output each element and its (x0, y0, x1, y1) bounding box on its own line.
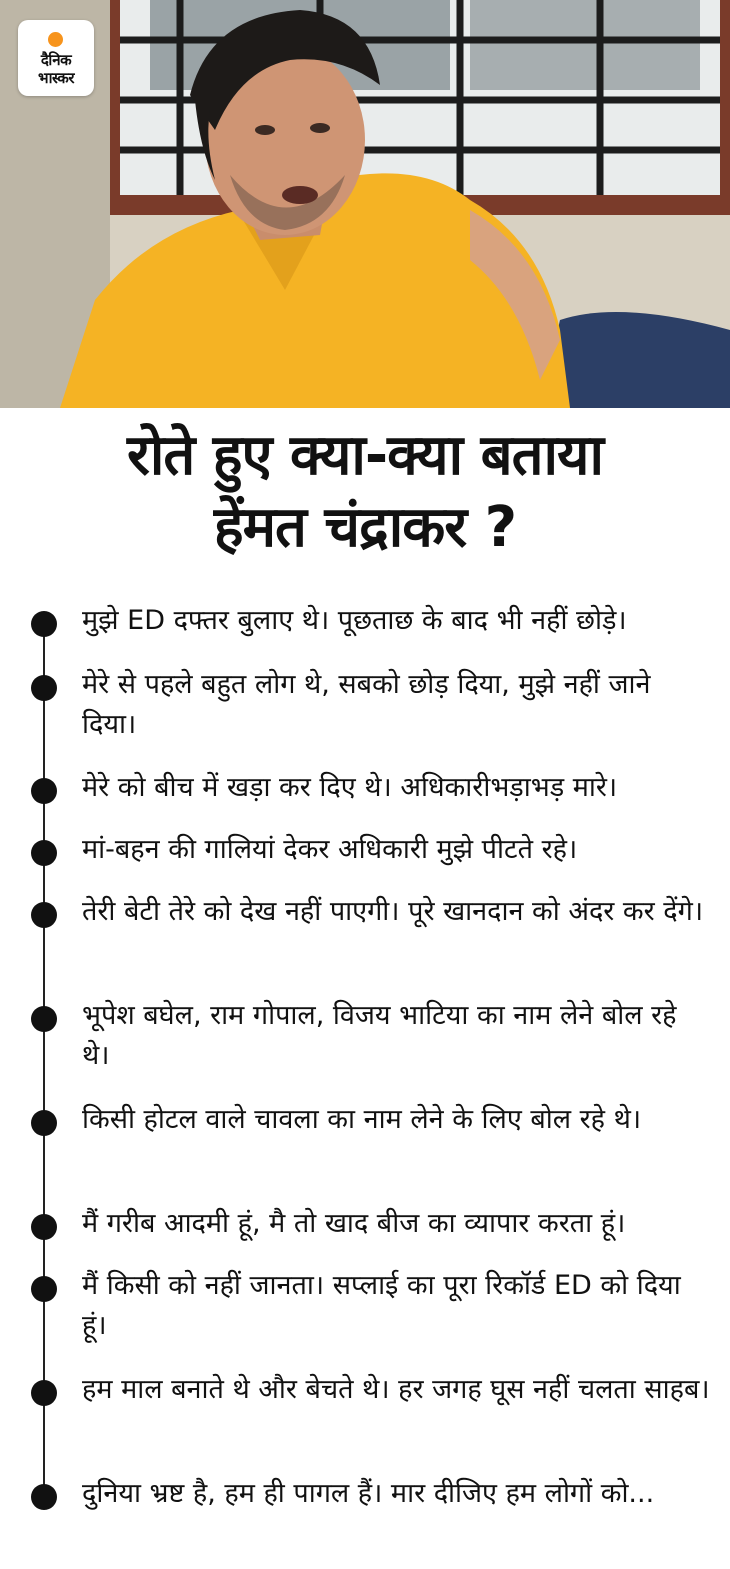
bullet-dot-icon (31, 1380, 57, 1406)
statement-text: मेरे से पहले बहुत लोग थे, सबको छोड़ दिया, मुझे नहीं जाने दिया। (82, 669, 651, 740)
bullet-dot-icon (31, 840, 57, 866)
title-line-1: रोते हुए क्या-क्या बताया (126, 423, 604, 488)
bullet-dot-icon (31, 1276, 57, 1302)
bullet-dot-icon (31, 902, 57, 928)
statement-text: मैं किसी को नहीं जानता। सप्लाई का पूरा रिकॉर्ड ED को दिया हूं। (82, 1270, 681, 1341)
page-title (0, 420, 730, 564)
bullet-dot-icon (31, 611, 57, 637)
timeline-line (43, 622, 45, 1494)
header-photo (0, 0, 730, 408)
statement-text: तेरी बेटी तेरे को देख नहीं पाएगी। पूरे खानदान को अंदर कर देंगे। (82, 896, 704, 927)
bullet-dot-icon (31, 1214, 57, 1240)
logo-text-line2: भास्कर (38, 69, 74, 87)
statement-text: मैं गरीब आदमी हूं, मै तो खाद बीज का व्यापार करता हूं। (82, 1208, 626, 1239)
statement-text: मुझे ED दफ्तर बुलाए थे। पूछताछ के बाद भी नहीं छोड़े। (82, 605, 627, 636)
logo-text-line1: दैनिक (40, 51, 72, 69)
logo-sun-icon (48, 32, 63, 47)
bullet-dot-icon (31, 675, 57, 701)
title-line-2: हेंमत चंद्राकर ? (213, 495, 517, 560)
statement-text: किसी होटल वाले चावला का नाम लेने के लिए बोल रहे थे। (82, 1104, 642, 1135)
bullet-dot-icon (31, 1110, 57, 1136)
bullet-dot-icon (31, 1006, 57, 1032)
photo-illustration (0, 0, 730, 408)
bullet-dot-icon (31, 778, 57, 804)
statement-text: मेरे को बीच में खड़ा कर दिए थे। अधिकारीभड़ाभड़ मारे। (82, 772, 618, 803)
dainik-bhaskar-logo (18, 20, 94, 96)
statement-text: मां-बहन की गालियां देकर अधिकारी मुझे पीटते रहे। (82, 834, 578, 865)
statement-text: हम माल बनाते थे और बेचते थे। हर जगह घूस नहीं चलता साहब। (82, 1374, 710, 1405)
bullet-dot-icon (31, 1484, 57, 1510)
statement-text: भूपेश बघेल, राम गोपाल, विजय भाटिया का नाम लेने बोल रहे थे। (82, 1000, 677, 1071)
statement-text: दुनिया भ्रष्ट है, हम ही पागल हैं। मार दीजिए हम लोगों को... (82, 1478, 655, 1509)
